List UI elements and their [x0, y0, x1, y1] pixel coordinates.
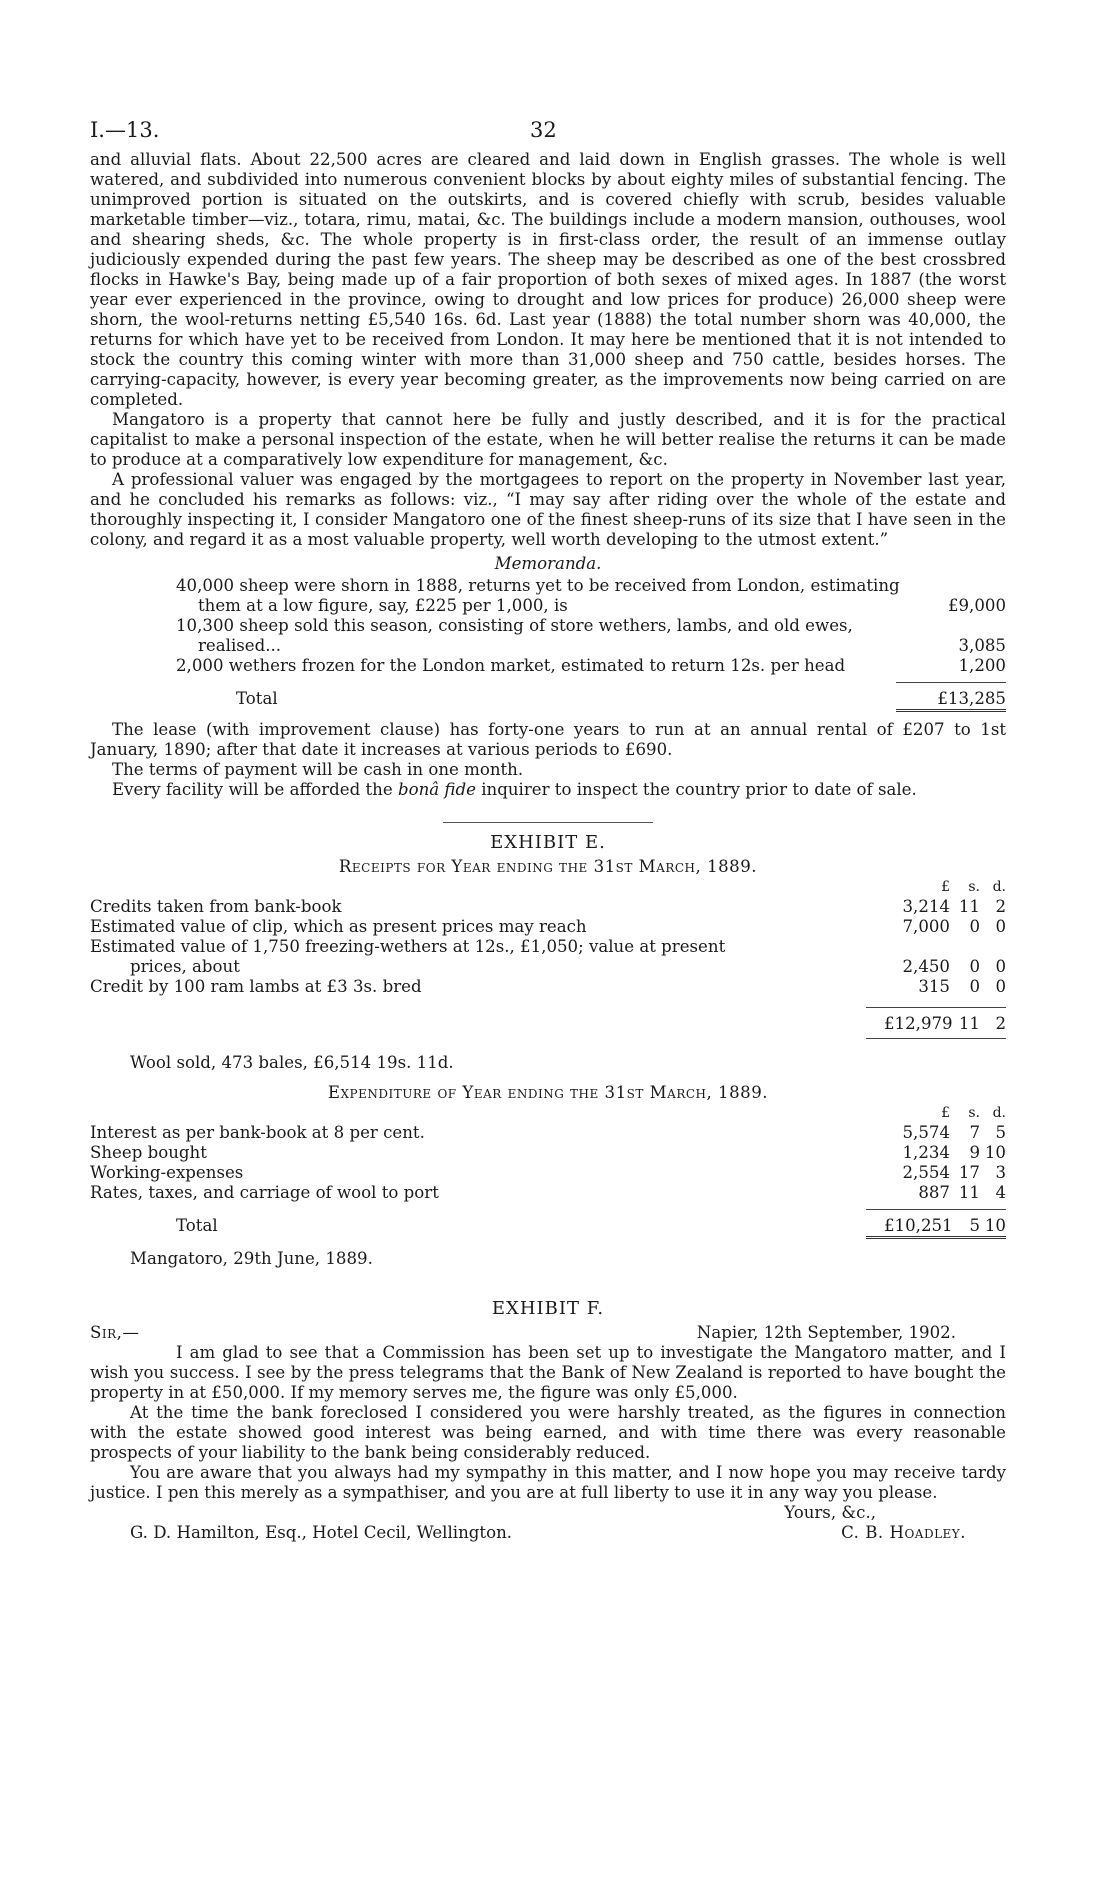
- page-number: 32: [530, 118, 557, 142]
- table-row: [90, 1163, 1006, 1183]
- memoranda-text: 2,000 wethers frozen for the London market, estimated to return 12s. per head: [176, 656, 846, 675]
- italic-text: bonâ fide: [397, 780, 476, 799]
- table-row: [90, 977, 1006, 997]
- receipts-total-row: [90, 1008, 1006, 1034]
- pounds-cell: 2,554: [902, 1163, 950, 1182]
- signature: C. B. Hoadley.: [841, 1523, 966, 1542]
- double-rule: [866, 1236, 1006, 1239]
- shillings-cell: 0: [969, 917, 980, 936]
- exhibit-e-title: EXHIBIT E.: [490, 832, 606, 853]
- text-run: Every facility will be afforded the: [112, 780, 398, 799]
- pounds-cell: 7,000: [902, 917, 950, 936]
- pounds-cell: 887: [918, 1183, 950, 1202]
- column-headers: [90, 881, 1006, 897]
- page-header: [90, 120, 1006, 150]
- table-row: [90, 1183, 1006, 1203]
- paragraph: A professional valuer was engaged by the mortgagees to report on the property in November last year, and he concluded his remarks as follows: viz., “I may say after riding over the whole of the estate and thoroughly inspecting it, I consider Mangatoro one of the finest sheep-runs of its size that I have seen in the colony, and regard it as a most valuable property, well worth developing to the utmost extent.”: [90, 470, 1006, 549]
- document-reference: I.—13.: [90, 118, 160, 142]
- shillings-header: s.: [968, 1105, 980, 1121]
- pence-cell: 2: [995, 1014, 1006, 1033]
- letter-head: [90, 1323, 1006, 1343]
- shillings-cell: 5: [969, 1216, 980, 1235]
- memoranda-row: [176, 616, 1006, 656]
- row-desc: Estimated value of 1,750 freezing-wethers at 12s., £1,050; value at present: [90, 937, 726, 956]
- pounds-header: £: [941, 1105, 950, 1121]
- pounds-cell: 315: [918, 977, 950, 996]
- column-headers: [90, 1107, 1006, 1123]
- signature-line: [90, 1523, 1006, 1543]
- total-rule: [896, 682, 1006, 683]
- paragraph: and alluvial flats. About 22,500 acres are cleared and laid down in English grasses. The whole is well watered, and subdivided into numerous convenient blocks by about eighty miles of substantial fencing. The unimproved portion is situated on the outskirts, and is covered chiefly with scrub, besides valuable marketable timber—viz., totara, rimu, matai, &c. The buildings include a modern mansion, outhouses, wool and shearing sheds, &c. The whole property is in first-class order, the result of an immense outlay judiciously expended during the past few years. The sheep may be described as one of the best crossbred flocks in Hawke's Bay, being made up of a fair proportion of both sexes of mixed ages. In 1887 (the worst year ever experienced in the province, owing to drought and low prices for produce) 26,000 sheep were shorn, the wool-returns netting £5,540 16s. 6d. Last year (1888) the total number shorn was 40,000, the returns for which have yet to be received from London. It may here be mentioned that it is not intended to stock the country this coming winter with more than 31,000 sheep and 750 cattle, besides horses. The carrying-capacity, however, is every year becoming greater, as the improvements now being carried on are completed.: [90, 150, 1006, 409]
- letter-paragraph: At the time the bank foreclosed I considered you were harshly treated, as the figures in connection with the estate showed good interest was being earned, and with time there was every reasonable prospects of your liability to the bank being considerably reduced.: [90, 1403, 1006, 1462]
- double-rule: [896, 709, 1006, 712]
- table-row: [90, 917, 1006, 937]
- pence-cell: 0: [995, 977, 1006, 996]
- dateline: Mangatoro, 29th June, 1889.: [130, 1249, 373, 1268]
- table-row: [90, 897, 1006, 917]
- section-divider: [443, 822, 653, 823]
- memoranda-total-row: [176, 689, 1006, 709]
- table-row: [90, 957, 1006, 977]
- memoranda-amount: 3,085: [958, 636, 1006, 655]
- shillings-cell: 17: [958, 1163, 980, 1182]
- memoranda-row: [176, 576, 1006, 616]
- paragraph: [90, 780, 1006, 800]
- row-desc: Working-expenses: [90, 1163, 244, 1182]
- shillings-cell: 7: [969, 1123, 980, 1142]
- text-run: inquirer to inspect the country prior to date of sale.: [475, 780, 917, 799]
- row-desc: Credits taken from bank-book: [90, 897, 342, 916]
- pence-cell: 0: [995, 957, 1006, 976]
- document-page: [90, 120, 1006, 1543]
- pounds-cell: £12,979: [884, 1014, 953, 1033]
- row-desc: Rates, taxes, and carriage of wool to port: [90, 1183, 439, 1202]
- memoranda-amount: £9,000: [947, 596, 1006, 615]
- wool-note: Wool sold, 473 bales, £6,514 19s. 11d.: [130, 1053, 454, 1072]
- pounds-cell: 5,574: [902, 1123, 950, 1142]
- receipts-table: [90, 881, 1006, 1039]
- pence-header: d.: [992, 879, 1006, 895]
- salutation: Sir,—: [90, 1323, 140, 1342]
- paragraph: Mangatoro is a property that cannot here be fully and justly described, and it is for the practical capitalist to make a personal inspection of the estate, when he will better realise the returns it can be made to produce at a comparatively low expenditure for management, &c.: [90, 410, 1006, 469]
- memoranda-amount: 1,200: [958, 656, 1006, 675]
- memoranda-table: [176, 576, 1006, 712]
- memoranda-title: Memoranda.: [494, 554, 602, 573]
- paragraph: The terms of payment will be cash in one month.: [112, 760, 524, 779]
- pence-cell: 0: [995, 917, 1006, 936]
- pence-cell: 3: [995, 1163, 1006, 1182]
- row-desc: Credit by 100 ram lambs at £3 3s. bred: [90, 977, 422, 996]
- shillings-cell: 11: [958, 1183, 980, 1202]
- pounds-cell: 1,234: [902, 1143, 950, 1162]
- lease-section: [90, 720, 1006, 800]
- row-desc: Interest as per bank-book at 8 per cent.: [90, 1123, 425, 1142]
- table-row: [90, 937, 1006, 957]
- table-row: [90, 1143, 1006, 1163]
- row-desc: Sheep bought: [90, 1143, 207, 1162]
- shillings-cell: 11: [958, 1014, 980, 1033]
- letter-paragraph: I am glad to see that a Commission has been set up to investigate the Mangatoro matter, and I wish you success. I see by the press telegrams that the Bank of New Zealand is reported to have bought the property in at £50,000. If my memory serves me, the figure was only £5,000.: [90, 1343, 1006, 1402]
- place-date: Napier, 12th September, 1902.: [696, 1323, 956, 1342]
- pence-cell: 2: [995, 897, 1006, 916]
- addressee: G. D. Hamilton, Esq., Hotel Cecil, Wellington.: [130, 1523, 513, 1542]
- memoranda-text: 40,000 sheep were shorn in 1888, returns yet to be received from London, estimating them at a low figure, say, £225 per 1,000, is: [176, 576, 900, 615]
- expenditure-table: [90, 1107, 1006, 1239]
- letter-paragraph: You are aware that you always had my sympathy in this matter, and I now hope you may receive tardy justice. I pen this merely as a sympathiser, and you are at full liberty to use it in any way you please.: [90, 1463, 1006, 1502]
- shillings-cell: 11: [958, 897, 980, 916]
- pounds-cell: 2,450: [902, 957, 950, 976]
- pence-cell: 10: [984, 1143, 1006, 1162]
- memoranda-total-label: Total: [236, 689, 278, 708]
- exhibit-f-title: EXHIBIT F.: [491, 1298, 605, 1319]
- shillings-cell: 0: [969, 977, 980, 996]
- shillings-header: s.: [968, 879, 980, 895]
- receipts-heading: Receipts for Year ending the 31st March, 1889.: [338, 857, 758, 876]
- table-row: [90, 1123, 1006, 1143]
- pence-cell: 5: [995, 1123, 1006, 1142]
- paragraph: The lease (with improvement clause) has forty-one years to run at an annual rental of £207 to 1st January, 1890; after that date it increases at various periods to £690.: [90, 720, 1006, 759]
- pounds-cell: 3,214: [902, 897, 950, 916]
- memoranda-total-amount: £13,285: [937, 689, 1006, 708]
- total-label: Total: [176, 1216, 218, 1235]
- pence-cell: 10: [984, 1216, 1006, 1235]
- expenditure-heading: Expenditure of Year ending the 31st March, 1889.: [327, 1083, 769, 1102]
- pounds-cell: £10,251: [884, 1216, 953, 1235]
- closing: Yours, &c.,: [784, 1503, 876, 1522]
- pounds-header: £: [941, 879, 950, 895]
- pence-cell: 4: [995, 1183, 1006, 1202]
- expenditure-total-row: [90, 1210, 1006, 1236]
- shillings-cell: 9: [969, 1143, 980, 1162]
- total-rule: [866, 1038, 1006, 1039]
- shillings-cell: 0: [969, 957, 980, 976]
- memoranda-text: 10,300 sheep sold this season, consisting of store wethers, lambs, and old ewes, realised...: [176, 616, 853, 655]
- pence-header: d.: [992, 1105, 1006, 1121]
- memoranda-row: [176, 656, 1006, 676]
- row-desc: Estimated value of clip, which as present prices may reach: [90, 917, 587, 936]
- row-desc: prices, about: [130, 957, 240, 976]
